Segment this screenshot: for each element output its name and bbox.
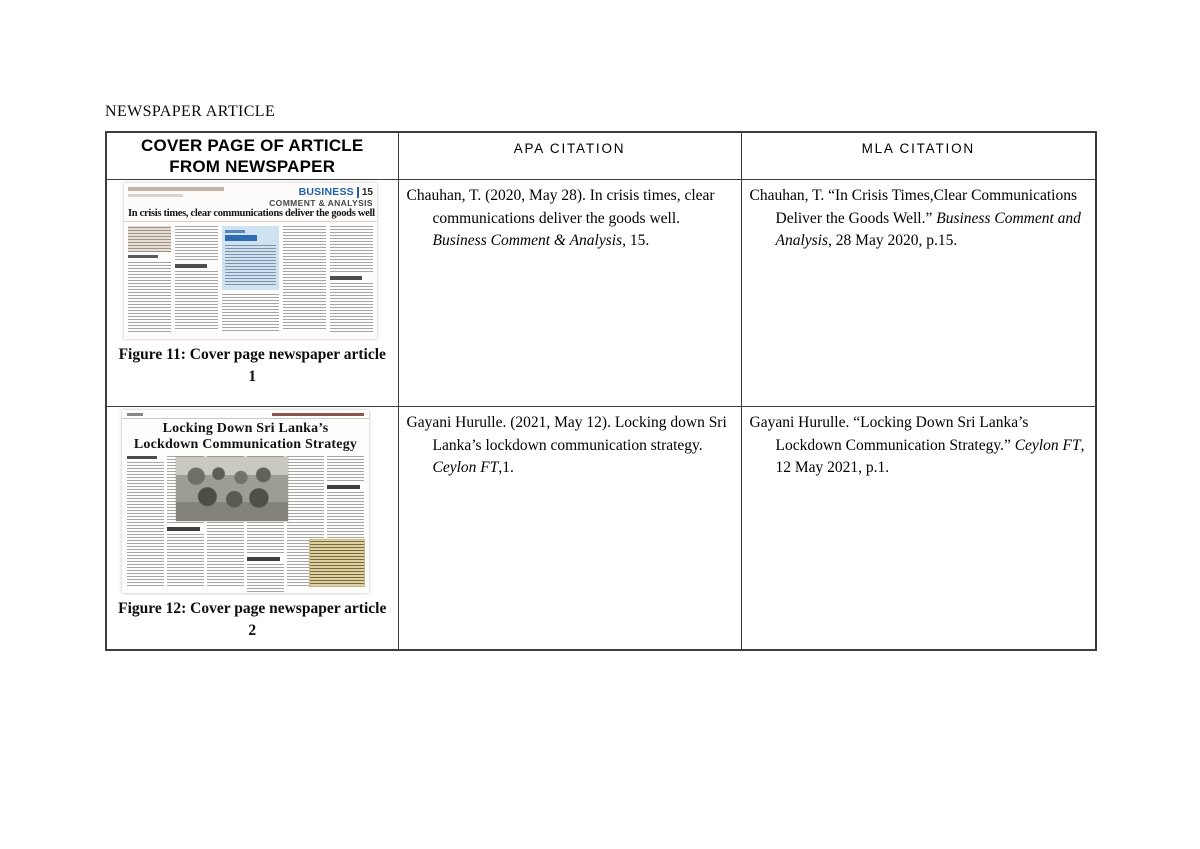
newspaper1-masthead [124, 183, 377, 207]
crosshead-placeholder [247, 557, 280, 561]
text-column-placeholder [175, 226, 218, 331]
subhead-placeholder [330, 276, 362, 280]
byline-placeholder [128, 255, 158, 258]
text-column-placeholder [222, 226, 280, 331]
table-row [106, 407, 1096, 650]
text-column-placeholder [330, 226, 373, 331]
newspaper2-topbar-placeholder [122, 410, 369, 419]
citation-table [105, 131, 1097, 651]
newspaper2-headline-line2: Lockdown Communication Strategy [133, 436, 358, 452]
newspaper-thumbnail-2 [122, 410, 369, 593]
crosshead-placeholder [327, 485, 360, 489]
apa-citation-1: Chauhan, T. (2020, May 28). In crisis times, clear communications deliver the goods well. Business Comment & Analysis, 15. [398, 180, 741, 407]
header-apa-citation: APA CITATION [398, 132, 741, 180]
figure-caption-11: Figure 11: Cover page newspaper article 1 [118, 346, 386, 385]
newspaper2-body-columns [122, 452, 369, 590]
table-row [106, 180, 1096, 407]
figure-caption-12: Figure 12: Cover page newspaper article 2 [118, 600, 387, 639]
crowd-photo [176, 457, 288, 521]
newspaper1-body-columns [124, 222, 377, 334]
newspaper2-headline-line1: Locking Down Sri Lanka’s [162, 421, 329, 436]
comment-analysis-label: COMMENT & ANALYSIS [269, 198, 373, 208]
business-section-label: BUSINESS [298, 186, 354, 198]
newspaper1-dateline-placeholder [128, 186, 224, 207]
table-header-row [106, 132, 1096, 180]
newspaper2-headline [122, 419, 369, 452]
newspaper-thumbnail-1 [124, 183, 377, 339]
crosshead-placeholder [167, 527, 200, 531]
text-column-placeholder [128, 226, 171, 331]
header-mla-citation: MLA CITATION [741, 132, 1096, 180]
apa-citation-2: Gayani Hurulle. (2021, May 12). Locking down Sri Lanka’s lockdown communication strategy. Ceylon FT,1. [398, 407, 741, 650]
subhead-placeholder [175, 264, 207, 268]
mla-citation-1: Chauhan, T. “In Crisis Times,Clear Communications Deliver the Goods Well.” Business Comment and Analysis, 28 May 2020, p.15. [741, 180, 1096, 407]
newspaper1-headline: In crisis times, clear communications deliver the goods well [124, 207, 377, 222]
page-title: NEWSPAPER ARTICLE [105, 103, 276, 120]
standfirst-placeholder [128, 226, 171, 252]
byline-placeholder [127, 456, 157, 459]
highlight-box-placeholder [222, 226, 280, 290]
cover-cell-article-1 [106, 180, 398, 407]
header-cover-page: COVER PAGE OF ARTICLE FROM NEWSPAPER [106, 132, 398, 180]
text-column-placeholder [127, 456, 164, 586]
newspaper1-section-block [269, 186, 373, 207]
contact-box-placeholder [310, 540, 364, 586]
text-column-placeholder [283, 226, 326, 331]
mla-citation-2: Gayani Hurulle. “Locking Down Sri Lanka’s Lockdown Communication Strategy.” Ceylon FT, 12 May 2021, p.1. [741, 407, 1096, 650]
newspaper1-page-number: 15 [357, 187, 373, 198]
cover-cell-article-2 [106, 407, 398, 650]
